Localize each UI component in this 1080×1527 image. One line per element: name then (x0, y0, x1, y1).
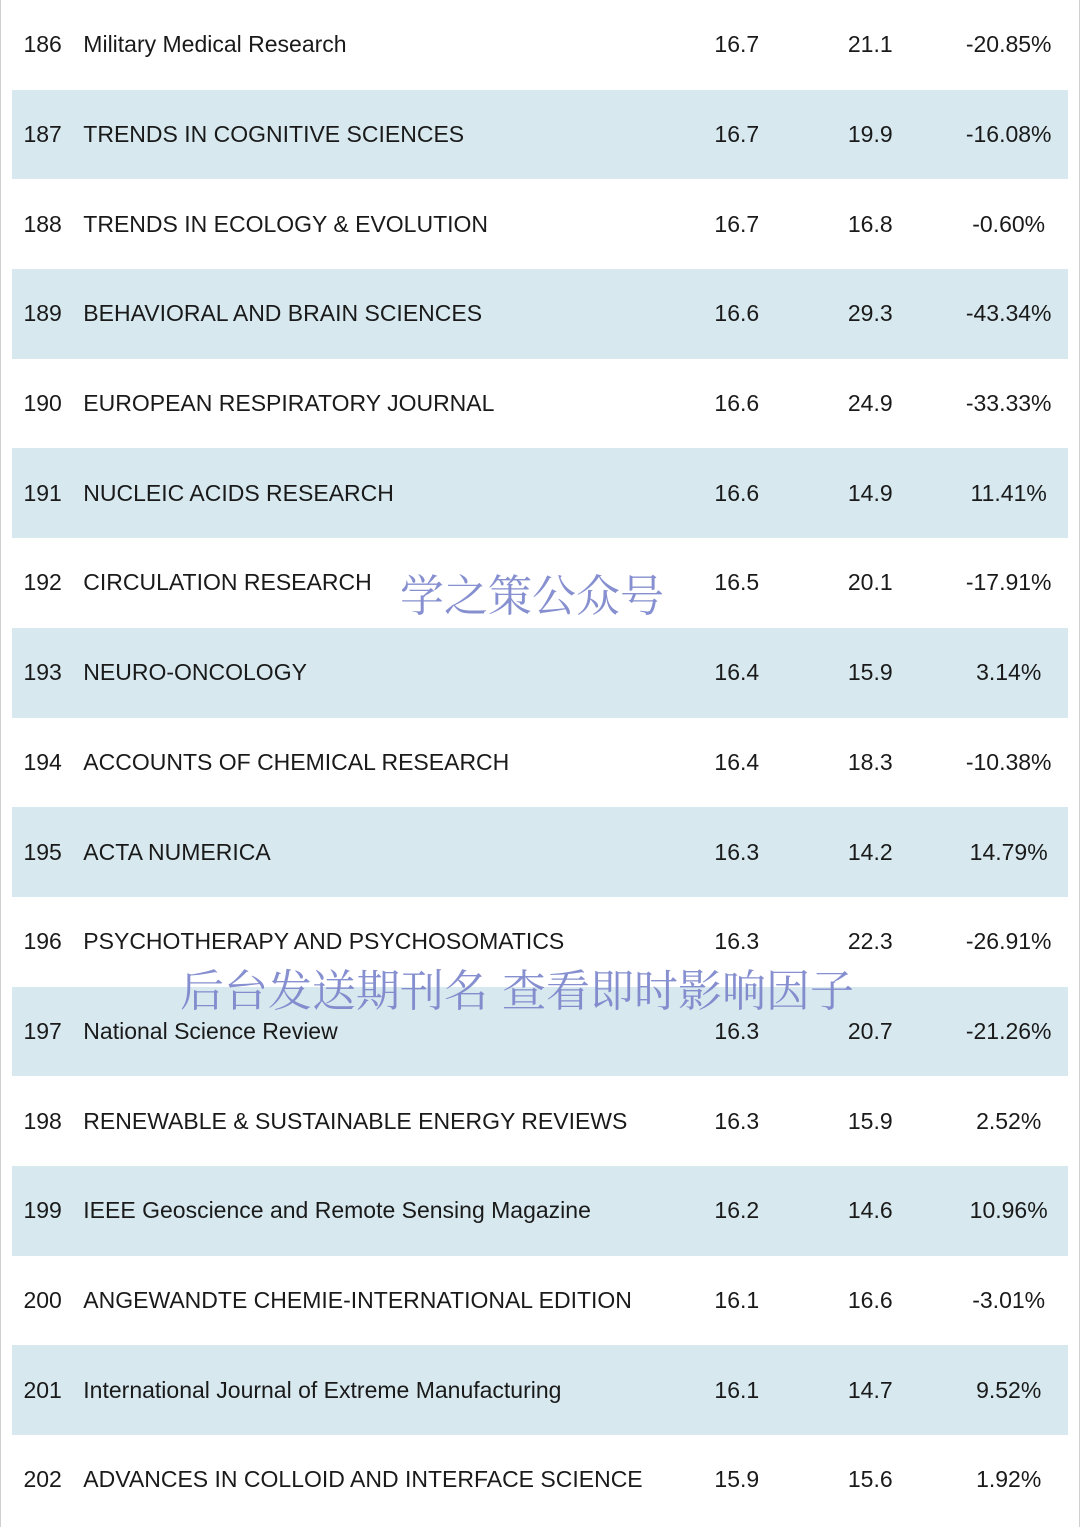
value-cell-1: 16.3 (714, 838, 760, 865)
table-row (12, 628, 1068, 718)
rank-cell: 192 (23, 569, 62, 596)
percent-change-cell: 14.79% (969, 838, 1048, 865)
value-cell-2: 20.7 (847, 1017, 893, 1044)
rank-cell: 202 (23, 1466, 62, 1493)
value-cell-2: 21.1 (847, 31, 893, 58)
watermark-instruction: 后台发送期刊名 查看即时影响因子 (180, 966, 854, 1017)
table-row (12, 1256, 1068, 1346)
table-row (12, 718, 1068, 808)
journal-name-cell: BEHAVIORAL AND BRAIN SCIENCES (83, 300, 483, 327)
percent-change-cell: -17.91% (965, 569, 1052, 596)
percent-change-cell: -3.01% (972, 1286, 1046, 1313)
journal-name-cell: TRENDS IN ECOLOGY & EVOLUTION (83, 210, 489, 237)
value-cell-2: 15.9 (847, 1107, 893, 1134)
rank-cell: 191 (23, 479, 62, 506)
value-cell-2: 29.3 (847, 300, 893, 327)
journal-name-cell: IEEE Geoscience and Remote Sensing Magazine (83, 1197, 591, 1224)
percent-change-cell: -0.60% (972, 210, 1046, 237)
table-row (12, 1166, 1068, 1256)
rank-cell: 187 (23, 121, 62, 148)
value-cell-1: 16.5 (714, 569, 760, 596)
journal-name-cell: International Journal of Extreme Manufacturing (83, 1376, 562, 1403)
value-cell-2: 15.6 (847, 1466, 893, 1493)
journal-name-cell: National Science Review (83, 1017, 338, 1044)
percent-change-cell: -43.34% (965, 300, 1052, 327)
table-row (12, 1076, 1068, 1166)
value-cell-1: 16.6 (714, 479, 760, 506)
value-cell-1: 16.7 (714, 31, 760, 58)
rank-cell: 195 (23, 838, 62, 865)
value-cell-2: 14.6 (847, 1197, 893, 1224)
table-row (12, 90, 1068, 180)
table-row (12, 1435, 1068, 1525)
journal-name-cell: NUCLEIC ACIDS RESEARCH (83, 479, 394, 506)
value-cell-1: 16.3 (714, 928, 760, 955)
value-cell-1: 16.3 (714, 1017, 760, 1044)
table-row (12, 179, 1068, 269)
value-cell-1: 15.9 (714, 1466, 760, 1493)
journal-name-cell: ACCOUNTS OF CHEMICAL RESEARCH (83, 748, 510, 775)
journal-name-cell: ANGEWANDTE CHEMIE-INTERNATIONAL EDITION (83, 1286, 632, 1313)
percent-change-cell: 10.96% (969, 1197, 1048, 1224)
rank-cell: 188 (23, 210, 62, 237)
value-cell-1: 16.1 (714, 1376, 760, 1403)
table-row (12, 807, 1068, 897)
rank-cell: 186 (23, 31, 62, 58)
rank-cell: 200 (23, 1286, 62, 1313)
rank-cell: 194 (23, 748, 62, 775)
value-cell-2: 19.9 (847, 121, 893, 148)
percent-change-cell: -21.26% (965, 1017, 1052, 1044)
rank-cell: 201 (23, 1376, 62, 1403)
table-row (12, 1345, 1068, 1435)
journal-name-cell: PSYCHOTHERAPY AND PSYCHOSOMATICS (83, 928, 565, 955)
value-cell-1: 16.7 (714, 210, 760, 237)
percent-change-cell: -33.33% (965, 390, 1052, 417)
value-cell-2: 14.9 (847, 479, 893, 506)
journal-name-cell: ACTA NUMERICA (83, 838, 271, 865)
value-cell-2: 16.8 (847, 210, 893, 237)
table-row (12, 269, 1068, 359)
table-row (12, 359, 1068, 449)
percent-change-cell: -26.91% (965, 928, 1052, 955)
journal-name-cell: CIRCULATION RESEARCH (83, 569, 372, 596)
journal-table (12, 0, 1068, 1525)
rank-cell: 193 (23, 659, 62, 686)
value-cell-1: 16.3 (714, 1107, 760, 1134)
rank-cell: 199 (23, 1197, 62, 1224)
journal-name-cell: Military Medical Research (83, 31, 347, 58)
value-cell-1: 16.6 (714, 390, 760, 417)
percent-change-cell: 2.52% (976, 1107, 1042, 1134)
watermark-account-name: 学之策公众号 (400, 571, 664, 622)
value-cell-2: 24.9 (847, 390, 893, 417)
value-cell-1: 16.1 (714, 1286, 760, 1313)
value-cell-2: 16.6 (847, 1286, 893, 1313)
percent-change-cell: 3.14% (976, 659, 1042, 686)
value-cell-2: 22.3 (847, 928, 893, 955)
percent-change-cell: -10.38% (965, 748, 1052, 775)
table-row (12, 0, 1068, 90)
value-cell-2: 20.1 (847, 569, 893, 596)
percent-change-cell: 1.92% (976, 1466, 1042, 1493)
rank-cell: 197 (23, 1017, 62, 1044)
journal-name-cell: EUROPEAN RESPIRATORY JOURNAL (83, 390, 495, 417)
rank-cell: 190 (23, 390, 62, 417)
percent-change-cell: -20.85% (965, 31, 1052, 58)
value-cell-1: 16.6 (714, 300, 760, 327)
rank-cell: 189 (23, 300, 62, 327)
value-cell-2: 14.7 (847, 1376, 893, 1403)
rank-cell: 196 (23, 928, 62, 955)
percent-change-cell: -16.08% (965, 121, 1052, 148)
percent-change-cell: 9.52% (976, 1376, 1042, 1403)
journal-name-cell: ADVANCES IN COLLOID AND INTERFACE SCIENCE (83, 1466, 643, 1493)
value-cell-1: 16.4 (714, 748, 760, 775)
journal-name-cell: TRENDS IN COGNITIVE SCIENCES (83, 121, 465, 148)
value-cell-2: 14.2 (847, 838, 893, 865)
journal-name-cell: NEURO-ONCOLOGY (83, 659, 307, 686)
value-cell-2: 15.9 (847, 659, 893, 686)
journal-name-cell: RENEWABLE & SUSTAINABLE ENERGY REVIEWS (83, 1107, 628, 1134)
value-cell-1: 16.7 (714, 121, 760, 148)
table-row (12, 448, 1068, 538)
rank-cell: 198 (23, 1107, 62, 1134)
value-cell-1: 16.4 (714, 659, 760, 686)
value-cell-2: 18.3 (847, 748, 893, 775)
value-cell-1: 16.2 (714, 1197, 760, 1224)
percent-change-cell: 11.41% (970, 479, 1047, 506)
